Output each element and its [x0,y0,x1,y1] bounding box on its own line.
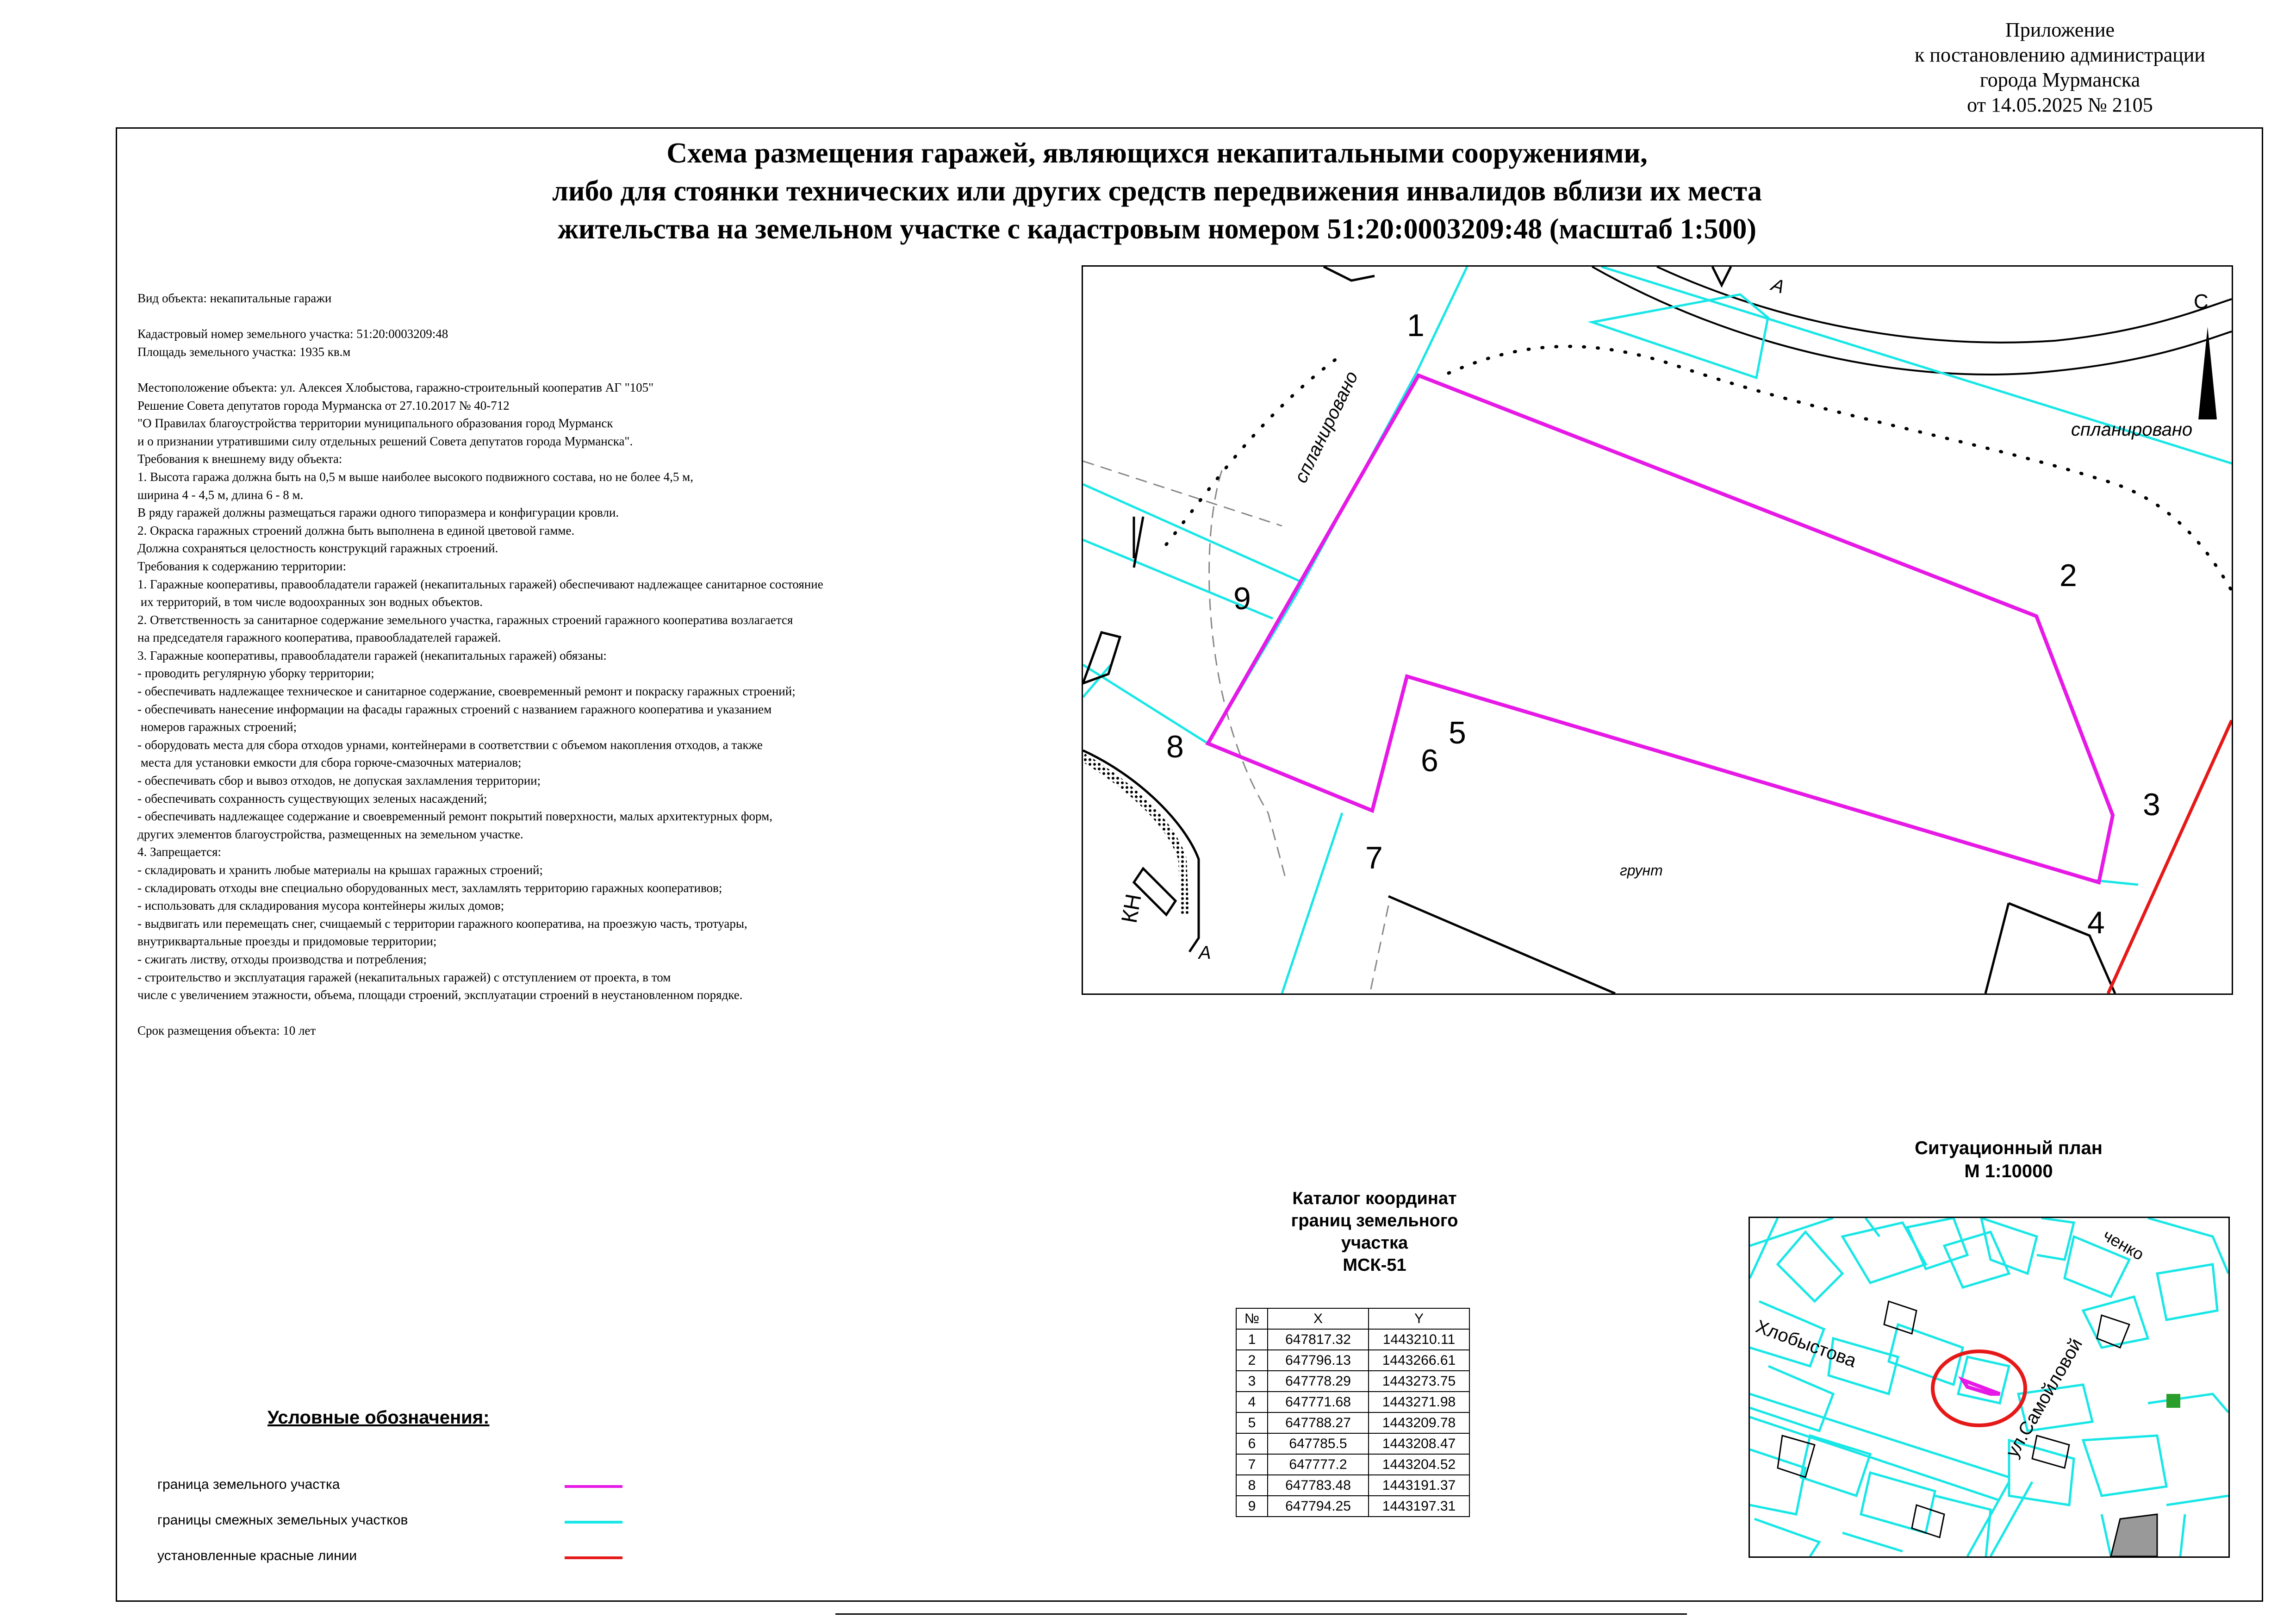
adjacent-boundaries [1083,267,2232,993]
catalog-cell-no: 2 [1236,1350,1268,1371]
cyan-line-7 [1282,813,1342,993]
text-kn: КН [1117,892,1146,925]
description-line [137,361,1017,379]
description-line: Вид объекта: некапитальные гаражи [137,291,332,305]
description-line: - обеспечивать нанесение информации на фасады гаражных строений с названием гаражного кооператива и указанием [137,702,772,716]
description-line: номеров гаражных строений; [137,720,297,734]
description-line: других элементов благоустройства, размещенных на земельном участке. [137,827,523,841]
text-grunt: грунт [1620,862,1663,879]
text-a-1: А [1199,943,1211,963]
point-label-8: 8 [1166,729,1184,764]
description-line: 2. Ответственность за санитарное содержание земельного участка, гаражных строений гаражного кооператива возлагается [137,612,793,627]
appendix-header [1898,18,2222,118]
building-8 [1712,267,1731,285]
point-label-2: 2 [2060,558,2077,593]
description-line: - складировать отходы вне специально оборудованных мест, захламлять территорию гаражных кооперативов; [137,881,722,895]
description-line: - строительство и эксплуатация гаражей (некапитальных гаражей) с отступлением от проекта, в том [137,970,671,984]
catalog-header-no: № [1236,1308,1268,1329]
point-label-9: 9 [1233,581,1251,616]
situation-plan-title-line1: Ситуационный план [1915,1138,2103,1158]
description-line: Должна сохраняться целостность конструкций гаражных строений. [137,541,498,556]
document-title [324,134,1990,248]
catalog-cell-x: 647778.29 [1268,1371,1369,1392]
building-6 [1083,632,1120,683]
description-line: "О Правилах благоустройства территории муниципального образования город Мурманск [137,416,613,431]
building-2 [1388,896,1615,993]
description-line: - использовать для складирования мусора контейнеры жилых домов; [137,899,504,913]
catalog-cell-no: 3 [1236,1371,1268,1392]
catalog-title-line2: границ земельного [1291,1211,1458,1230]
situation-gray-building [2111,1514,2157,1556]
catalog-cell-no: 6 [1236,1433,1268,1454]
description-line: и о признании утратившими силу отдельных решений Совета депутатов города Мурманска". [137,434,633,448]
title-line2: либо для стоянки технических или других средств передвижения инвалидов вблизи их места [552,175,1762,207]
catalog-cell-no: 1 [1236,1329,1268,1350]
legend-item-red-lines [157,1548,629,1567]
catalog-cell-y: 1443210.11 [1369,1329,1469,1350]
description-line: места для установки емкости для сбора горюче-смазочных материалов; [137,756,522,770]
description-line: - обеспечивать надлежащее техническое и санитарное содержание, своевременный ремонт и покраску гаражных строений; [137,684,796,699]
object-description [137,289,1017,1040]
description-line: 3. Гаражные кооперативы, правообладатели гаражей (некапитальных гаражей) обязаны: [137,648,607,662]
catalog-header-row [1236,1308,1469,1329]
description-line: ширина 4 - 4,5 м, длина 6 - 8 м. [137,487,304,502]
catalog-cell-no: 4 [1236,1392,1268,1412]
situation-plan-title-line2: М 1:10000 [1964,1161,2053,1181]
land-parcel-boundary [1208,375,2113,882]
catalog-title-line1: Каталог координат [1292,1189,1457,1208]
description-line: В ряду гаражей должны размещаться гаражи одного типоразмера и конфигурации кровли. [137,506,619,520]
catalog-cell-x: 647817.32 [1268,1329,1369,1350]
catalog-cell-x: 647785.5 [1268,1433,1369,1454]
legend-title: Условные обозначения: [268,1407,490,1428]
point-label-5: 5 [1449,715,1466,750]
catalog-cell-x: 647783.48 [1268,1475,1369,1496]
catalog-row [1236,1329,1469,1350]
legend-item-adjacent [157,1512,629,1531]
situation-green-area [2166,1394,2180,1408]
point-label-7: 7 [1365,840,1383,875]
description-line: - обеспечивать сохранность существующих зеленых насаждений; [137,791,487,806]
situation-plan-map [1748,1217,2230,1558]
point-labels [1166,308,2160,940]
legend-swatch-parcel [565,1485,622,1488]
catalog-row [1236,1475,1469,1496]
situation-street-hlobystova: Хлобыстова [1753,1316,1859,1372]
situation-street-chenko: ченко [2100,1225,2147,1264]
road-edge-1 [1657,267,2232,343]
appendix-line2: к постановлению администрации [1915,44,2205,66]
point-label-4: 4 [2087,905,2105,940]
text-splanirovano-2: спланировано [2071,419,2193,440]
description-line: 1. Гаражные кооперативы, правообладатели гаражей (некапитальных гаражей) обеспечивают надлежащее санитарное состояние [137,577,823,591]
building-4 [1985,903,2009,993]
catalog-cell-y: 1443273.75 [1369,1371,1469,1392]
catalog-cell-y: 1443204.52 [1369,1454,1469,1475]
description-line [137,1004,1017,1022]
text-splanirovano-1: спланировано [1290,368,1362,486]
legend-label-adjacent: границы смежных земельных участков [157,1512,408,1528]
coordinate-catalog-table [1236,1308,1470,1517]
footer-line [835,1613,1687,1615]
legend-label-red-lines: установленные красные линии [157,1548,357,1563]
dotted-line-2 [1449,346,2232,591]
catalog-cell-no: 8 [1236,1475,1268,1496]
point-label-6: 6 [1421,743,1438,778]
description-line: - выдвигать или перемещать снег, счищаемый с территории гаражного кооператива, на проезжую часть, тротуары, [137,916,747,931]
catalog-cell-y: 1443271.98 [1369,1392,1469,1412]
catalog-row [1236,1392,1469,1412]
legend-label-parcel: граница земельного участка [157,1477,340,1492]
catalog-title [1203,1187,1546,1276]
title-line3: жительства на земельном участке с кадастровым номером 51:20:0003209:48 (масштаб 1:500) [557,213,1757,245]
dashed-line-3 [1370,906,1388,993]
catalog-cell-x: 647794.25 [1268,1496,1369,1517]
catalog-cell-y: 1443208.47 [1369,1433,1469,1454]
catalog-title-line4: МСК-51 [1343,1255,1406,1275]
catalog-row [1236,1454,1469,1475]
description-line: Кадастровый номер земельного участка: 51:20:0003209:48 [137,327,448,341]
description-line: Решение Совета депутатов города Мурманска от 27.10.2017 № 40-712 [137,398,510,412]
north-arrow [2194,290,2217,419]
catalog-cell-y: 1443197.31 [1369,1496,1469,1517]
catalog-cell-no: 7 [1236,1454,1268,1475]
buildings [1083,267,2115,993]
situation-plan-svg [1750,1218,2228,1556]
legend-swatch-red-lines [565,1556,622,1559]
description-line: их территорий, в том числе водоохранных зон водных объектов. [137,595,483,609]
catalog-cell-x: 647788.27 [1268,1412,1369,1433]
catalog-cell-y: 1443209.78 [1369,1412,1469,1433]
point-label-1: 1 [1407,308,1425,343]
description-line: - обеспечивать надлежащее содержание и своевременный ремонт покрытий поверхности, малых архитектурных форм, [137,809,772,824]
text-a-2: А [1769,274,1787,298]
description-line: 2. Окраска гаражных строений должна быть выполнена в единой цветовой гамме. [137,523,575,537]
description-line: внутриквартальные проезды и придомовые территории; [137,934,437,949]
legend-swatch-adjacent [565,1521,622,1524]
appendix-line3: города Мурманска [1979,69,2140,91]
catalog-cell-x: 647796.13 [1268,1350,1369,1371]
catalog-cell-y: 1443191.37 [1369,1475,1469,1496]
situation-parcels [1750,1218,2228,1556]
catalog-row [1236,1496,1469,1517]
description-line [137,307,1017,325]
red-line [2108,720,2232,993]
catalog-cell-y: 1443266.61 [1369,1350,1469,1371]
situation-street-samoylovoy: ул.Самойловой [2002,1335,2087,1461]
description-line: - складировать и хранить любые материалы на крышах гаражных строений; [137,863,543,877]
catalog-body [1236,1329,1469,1517]
description-line: Требования к содержанию территории: [137,559,346,573]
title-line1: Схема размещения гаражей, являющихся некапитальными сооружениями, [666,137,1648,169]
description-line: - сжигать листву, отходы производства и потребления; [137,952,427,966]
description-line: - обеспечивать сбор и вывоз отходов, не допуская захламления территории; [137,774,541,788]
description-line: на председателя гаражного кооператива, правообладателей гаражей. [137,631,501,645]
description-line: 1. Высота гаража должна быть на 0,5 м выше наиболее высокого подвижного состава, но не более 4,5 м, [137,469,693,484]
building-7 [1324,267,1375,281]
catalog-header-y: Y [1369,1308,1469,1329]
description-line: - проводить регулярную уборку территории; [137,666,374,681]
legend-item-parcel [157,1477,629,1495]
catalog-cell-no: 9 [1236,1496,1268,1517]
catalog-row [1236,1350,1469,1371]
situation-plan-title [1860,1137,2157,1183]
scheme-map [1082,265,2233,995]
north-arrow-label: С [2194,290,2209,313]
description-line: числе с увеличением этажности, объема, площади строений, эксплуатации строений в неустановленном порядке. [137,988,743,1002]
catalog-row [1236,1371,1469,1392]
description-line: Срок размещения объекта: 10 лет [137,1024,316,1038]
description-line: Местоположение объекта: ул. Алексея Хлобыстова, гаражно-строительный кооператив АГ "105" [137,380,654,394]
catalog-row [1236,1433,1469,1454]
appendix-line4: от 14.05.2025 № 2105 [1967,94,2153,116]
catalog-title-line3: участка [1341,1233,1408,1253]
description-line: 4. Запрещается: [137,845,221,859]
catalog-row [1236,1412,1469,1433]
catalog-cell-x: 647777.2 [1268,1454,1369,1475]
point-label-3: 3 [2143,787,2160,822]
situation-location-circle [1933,1351,2025,1425]
scheme-map-svg [1083,267,2232,993]
description-line: Требования к внешнему виду объекта: [137,452,342,466]
road-edge-2 [1592,267,2232,375]
appendix-line1: Приложение [2005,19,2115,41]
dashed-line-1 [1083,461,1282,526]
building-5 [1134,517,1143,568]
description-line: Площадь земельного участка: 1935 кв.м [137,344,351,359]
situation-parcel-marker [1963,1380,2000,1394]
description-line: - оборудовать места для сбора отходов урнами, контейнерами в соответствии с объемом накопления отходов, а также [137,737,763,752]
catalog-header-x: X [1268,1308,1369,1329]
catalog-cell-x: 647771.68 [1268,1392,1369,1412]
cyan-line-2 [1083,484,1300,581]
catalog-cell-no: 5 [1236,1412,1268,1433]
